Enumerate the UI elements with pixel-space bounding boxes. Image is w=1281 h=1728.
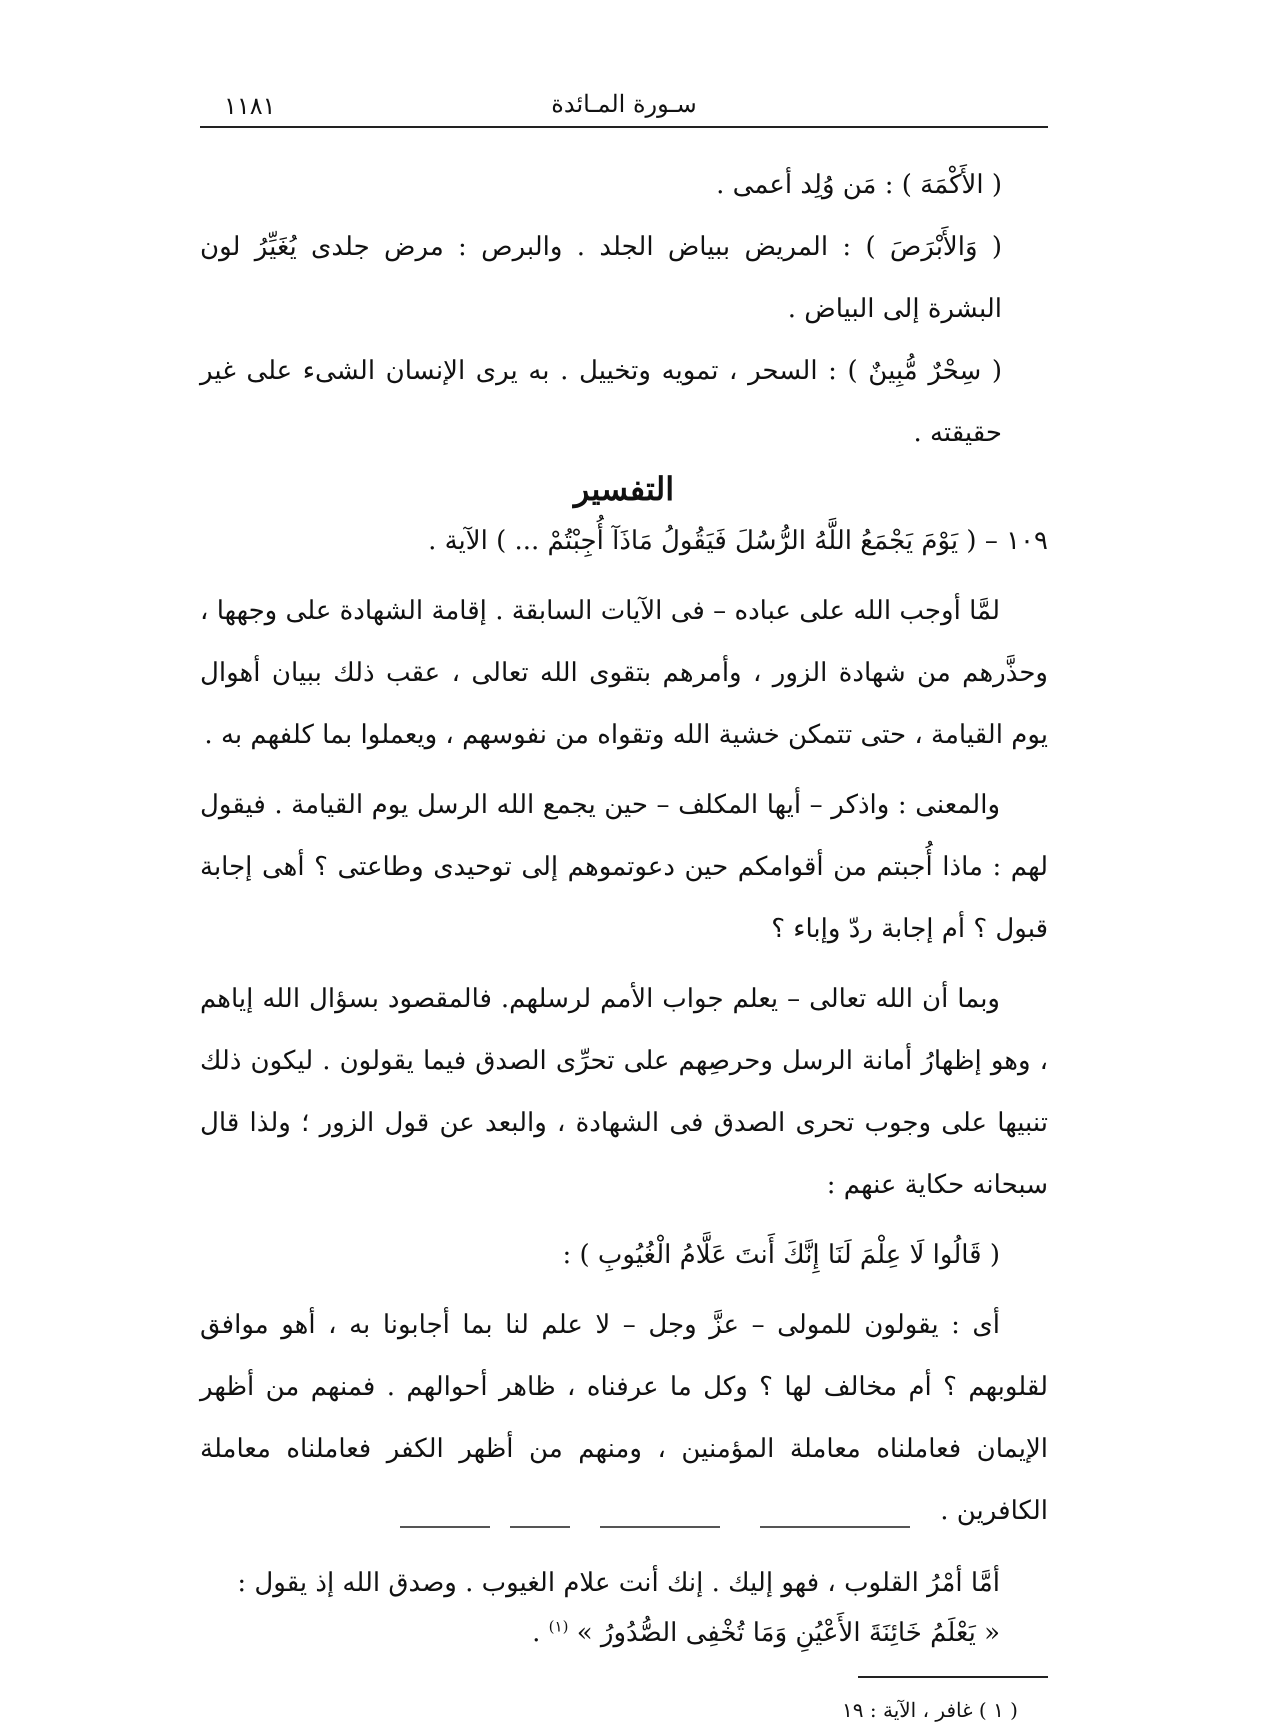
footnote: ( ١ ) غافر ، الآية : ١٩ [842, 1698, 1018, 1722]
scan-artifact-line [600, 1526, 720, 1528]
paragraph-intro: لمَّا أوجب الله على عباده – فى الآيات السابقة . إقامة الشهادة على وجهها ، وحذَّرهم من شهادة الزور ، وأمرهم بتقوى الله تعالى ، عقب ذلك ببيان أهوال يوم القيامة ، حتى تتمكن خشية الله وتقواه من نفوسهم ، ويعملوا بما كلفهم به . [200, 596, 1048, 750]
closing-line-2 [200, 1608, 1000, 1658]
verse-heading: ١٠٩ – ( يَوْمَ يَجْمَعُ اللَّهُ الرُّسُلَ فَيَقُولُ مَاذَآ أُجِبْتُمْ ... ) الآية . [428, 526, 1048, 556]
definition-akmah: ( الأَكْمَهَ ) : مَن وُلِد أعمى . [716, 170, 1002, 200]
book-page [200, 80, 1048, 1722]
scan-artifact-line [400, 1526, 490, 1528]
page-number: ١١٨١ [224, 92, 276, 120]
footnote-reference: (١) [548, 1617, 569, 1636]
paragraph-explanation: أى : يقولون للمولى – عزَّ وجل – لا علم لنا بما أجابونا به ، أهو موافق لقلوبهم ؟ أم مخالف لها ؟ وكل ما عرفناه ، ظاهر أحوالهم . فمنهم من أظهر الإيمان فعاملناه معاملة المؤمنين ، ومنهم من أظهر الكفر فعاملناه معاملة الكافرين . [200, 1310, 1048, 1526]
closing-verse: « يَعْلَمُ خَائِنَةَ الأَعْيُنِ وَمَا تُخْفِى الصُّدُورُ » [576, 1618, 1000, 1648]
scan-artifact-line [760, 1526, 910, 1528]
footnote-divider [858, 1676, 1048, 1678]
closing-line-1: أمَّا أمْرُ القلوب ، فهو إليك . إنك أنت علام الغيوب . وصدق الله إذ يقول : [237, 1568, 1000, 1598]
closing-period: . [532, 1618, 541, 1648]
paragraph-purpose: وبما أن الله تعالى – يعلم جواب الأمم لرسلهم. فالمقصود بسؤال الله إياهم ، وهو إظهارُ أمانة الرسل وحرصِهم على تحرِّى الصدق فيما يقولون . ليكون ذلك تنبيها على وجوب تحرى الصدق فى الشهادة ، والبعد عن قول الزور ؛ ولذا قال سبحانه حكاية عنهم : [200, 984, 1048, 1200]
definition-sihr: ( سِحْرٌ مُّبِينٌ ) : السحر ، تمويه وتخييل . به يرى الإنسان الشىء على غير حقيقته . [200, 356, 1002, 448]
quoted-verse: ( قَالُوا لَا عِلْمَ لَنَا إِنَّكَ أَنتَ عَلَّامُ الْغُيُوبِ ) : [562, 1240, 1000, 1270]
paragraph-meaning: والمعنى : واذكر – أيها المكلف – حين يجمع الله الرسل يوم القيامة . فيقول لهم : ماذا أُجبتم من أقوامكم حين دعوتموهم إلى توحيدى وطاعتى ؟ أهى إجابة قبول ؟ أم إجابة ردّ وإباء ؟ [200, 790, 1048, 944]
scan-artifact-line [510, 1526, 570, 1528]
section-heading: التفسير [573, 470, 675, 508]
definition-abras: ( وَالأَبْرَصَ ) : المريض ببياض الجلد . والبرص : مرض جلدى يُغَيِّرُ لون البشرة إلى البياض . [200, 232, 1002, 324]
surah-title: سـورة المـائدة [551, 90, 697, 118]
page-header [200, 80, 1048, 128]
closing-passage [200, 1558, 1048, 1658]
